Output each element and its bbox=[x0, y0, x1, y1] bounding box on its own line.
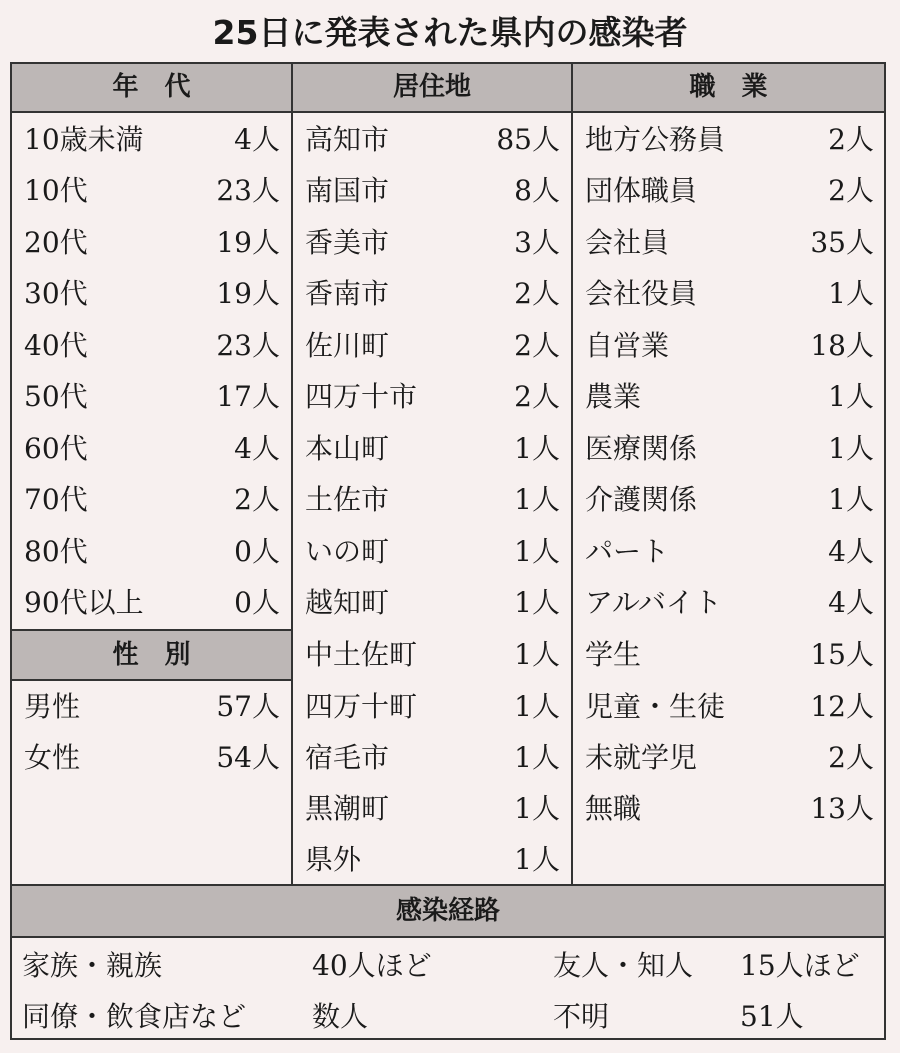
age-value: 19人 bbox=[216, 226, 280, 259]
age-value: 17人 bbox=[216, 380, 280, 413]
age-header: 年 代 bbox=[12, 64, 291, 111]
occupation-row bbox=[585, 578, 874, 628]
route-label: 不明 bbox=[553, 1000, 610, 1033]
age-row bbox=[24, 372, 280, 422]
occupation-label: 会社員 bbox=[585, 226, 670, 259]
age-value: 23人 bbox=[216, 329, 280, 362]
age-label: 70代 bbox=[24, 483, 88, 516]
occupation-value: 1人 bbox=[828, 483, 874, 516]
residence-label: 四万十市 bbox=[305, 380, 418, 413]
occupation-value: 4人 bbox=[828, 586, 874, 619]
residence-label: 香南市 bbox=[305, 277, 390, 310]
occupation-label: 自営業 bbox=[585, 329, 670, 362]
residence-value: 1人 bbox=[514, 638, 560, 671]
occupation-row bbox=[585, 372, 874, 422]
residence-row bbox=[305, 733, 560, 783]
occupation-value: 4人 bbox=[828, 535, 874, 568]
occupation-label: 医療関係 bbox=[585, 432, 698, 465]
occupation-row bbox=[585, 218, 874, 268]
residence-value: 1人 bbox=[514, 586, 560, 619]
residence-label: いの町 bbox=[305, 535, 390, 568]
residence-row bbox=[305, 424, 560, 474]
residence-label: 高知市 bbox=[305, 123, 390, 156]
residence-value: 1人 bbox=[514, 792, 560, 825]
age-row bbox=[24, 166, 280, 216]
residence-label: 香美市 bbox=[305, 226, 390, 259]
age-value: 4人 bbox=[234, 432, 280, 465]
residence-row bbox=[305, 218, 560, 268]
sex-label: 男性 bbox=[24, 690, 81, 723]
residence-value: 1人 bbox=[514, 690, 560, 723]
residence-row bbox=[305, 835, 560, 885]
age-label: 10歳未満 bbox=[24, 123, 144, 156]
header-divider bbox=[10, 111, 886, 113]
residence-value: 1人 bbox=[514, 535, 560, 568]
route-value: 15人ほど bbox=[740, 949, 860, 982]
occupation-row bbox=[585, 166, 874, 216]
age-label: 40代 bbox=[24, 329, 88, 362]
age-label: 20代 bbox=[24, 226, 88, 259]
occupation-value: 1人 bbox=[828, 277, 874, 310]
residence-value: 1人 bbox=[514, 432, 560, 465]
residence-row bbox=[305, 527, 560, 577]
occupation-label: 未就学児 bbox=[585, 741, 698, 774]
residence-row bbox=[305, 372, 560, 422]
sex-header: 性 別 bbox=[12, 631, 291, 679]
occupation-label: 地方公務員 bbox=[585, 123, 726, 156]
residence-value: 1人 bbox=[514, 741, 560, 774]
residence-value: 2人 bbox=[514, 380, 560, 413]
occupation-value: 2人 bbox=[828, 741, 874, 774]
residence-row bbox=[305, 682, 560, 732]
age-label: 10代 bbox=[24, 174, 88, 207]
occupation-row bbox=[585, 733, 874, 783]
occupation-header: 職 業 bbox=[573, 64, 884, 111]
occupation-value: 35人 bbox=[810, 226, 874, 259]
residence-row bbox=[305, 166, 560, 216]
residence-row bbox=[305, 115, 560, 165]
age-value: 0人 bbox=[234, 535, 280, 568]
residence-label: 佐川町 bbox=[305, 329, 390, 362]
residence-label: 越知町 bbox=[305, 586, 390, 619]
occupation-row bbox=[585, 784, 874, 834]
route-value: 数人 bbox=[312, 1000, 369, 1033]
sex-header-bottom bbox=[10, 679, 293, 681]
residence-value: 1人 bbox=[514, 483, 560, 516]
residence-label: 本山町 bbox=[305, 432, 390, 465]
occupation-value: 1人 bbox=[828, 432, 874, 465]
residence-value: 85人 bbox=[496, 123, 560, 156]
age-label: 30代 bbox=[24, 277, 88, 310]
residence-label: 黒潮町 bbox=[305, 792, 390, 825]
route-value: 51人 bbox=[740, 1000, 804, 1033]
age-label: 60代 bbox=[24, 432, 88, 465]
residence-row bbox=[305, 630, 560, 680]
sex-value: 57人 bbox=[216, 690, 280, 723]
sex-header-top bbox=[10, 629, 293, 631]
age-row bbox=[24, 218, 280, 268]
age-row bbox=[24, 115, 280, 165]
occupation-value: 18人 bbox=[810, 329, 874, 362]
age-value: 2人 bbox=[234, 483, 280, 516]
age-row bbox=[24, 424, 280, 474]
age-row bbox=[24, 578, 280, 628]
age-value: 0人 bbox=[234, 586, 280, 619]
age-label: 80代 bbox=[24, 535, 88, 568]
residence-value: 3人 bbox=[514, 226, 560, 259]
residence-header: 居住地 bbox=[293, 64, 571, 111]
residence-label: 中土佐町 bbox=[305, 638, 418, 671]
route-value: 40人ほど bbox=[312, 949, 432, 982]
occupation-label: 学生 bbox=[585, 638, 642, 671]
age-row bbox=[24, 475, 280, 525]
residence-value: 8人 bbox=[514, 174, 560, 207]
occupation-row bbox=[585, 115, 874, 165]
sex-row bbox=[24, 733, 280, 783]
sex-value: 54人 bbox=[216, 741, 280, 774]
occupation-row bbox=[585, 424, 874, 474]
occupation-row bbox=[585, 630, 874, 680]
route-label: 同僚・飲食店など bbox=[22, 1000, 247, 1033]
age-label: 50代 bbox=[24, 380, 88, 413]
residence-label: 土佐市 bbox=[305, 483, 390, 516]
occupation-label: 農業 bbox=[585, 380, 642, 413]
occupation-label: 児童・生徒 bbox=[585, 690, 726, 723]
occupation-value: 15人 bbox=[810, 638, 874, 671]
occupation-label: 無職 bbox=[585, 792, 642, 825]
age-row bbox=[24, 269, 280, 319]
column-divider-2 bbox=[571, 62, 573, 886]
occupation-label: 団体職員 bbox=[585, 174, 698, 207]
page-title: 25日に発表された県内の感染者 bbox=[212, 13, 688, 52]
route-header-bottom bbox=[10, 936, 886, 938]
occupation-row bbox=[585, 321, 874, 371]
age-value: 4人 bbox=[234, 123, 280, 156]
residence-label: 宿毛市 bbox=[305, 741, 390, 774]
age-row bbox=[24, 527, 280, 577]
age-value: 19人 bbox=[216, 277, 280, 310]
occupation-row bbox=[585, 269, 874, 319]
residence-row bbox=[305, 784, 560, 834]
residence-value: 2人 bbox=[514, 277, 560, 310]
occupation-row bbox=[585, 475, 874, 525]
route-label: 家族・親族 bbox=[22, 949, 163, 982]
occupation-label: アルバイト bbox=[585, 586, 722, 619]
residence-row bbox=[305, 269, 560, 319]
age-row bbox=[24, 321, 280, 371]
occupation-value: 2人 bbox=[828, 174, 874, 207]
occupation-label: 会社役員 bbox=[585, 277, 698, 310]
residence-value: 2人 bbox=[514, 329, 560, 362]
residence-row bbox=[305, 321, 560, 371]
residence-row bbox=[305, 475, 560, 525]
occupation-value: 12人 bbox=[810, 690, 874, 723]
occupation-label: 介護関係 bbox=[585, 483, 698, 516]
occupation-value: 2人 bbox=[828, 123, 874, 156]
occupation-row bbox=[585, 527, 874, 577]
column-divider-1 bbox=[291, 62, 293, 886]
occupation-value: 13人 bbox=[810, 792, 874, 825]
sex-row bbox=[24, 682, 280, 732]
residence-label: 四万十町 bbox=[305, 690, 418, 723]
occupation-label: パート bbox=[585, 535, 670, 568]
occupation-value: 1人 bbox=[828, 380, 874, 413]
age-value: 23人 bbox=[216, 174, 280, 207]
residence-label: 県外 bbox=[305, 843, 362, 876]
residence-value: 1人 bbox=[514, 843, 560, 876]
occupation-row bbox=[585, 682, 874, 732]
age-label: 90代以上 bbox=[24, 586, 144, 619]
sex-label: 女性 bbox=[24, 741, 81, 774]
route-label: 友人・知人 bbox=[553, 949, 694, 982]
residence-label: 南国市 bbox=[305, 174, 390, 207]
residence-row bbox=[305, 578, 560, 628]
route-header: 感染経路 bbox=[12, 886, 884, 936]
